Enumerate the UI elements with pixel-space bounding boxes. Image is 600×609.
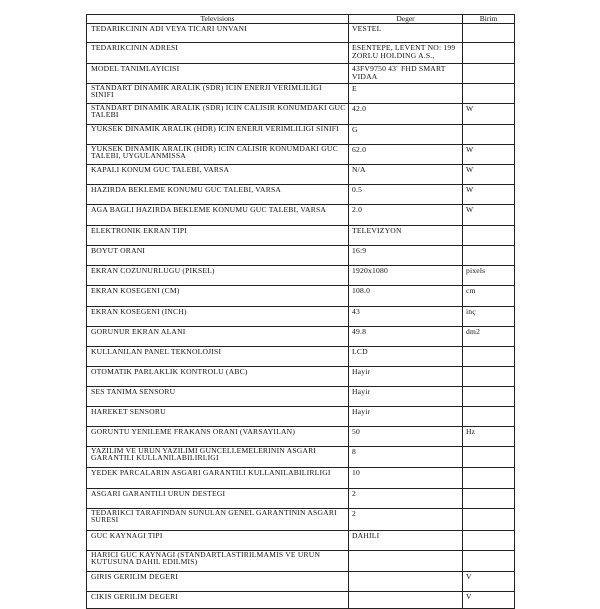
table-header-row xyxy=(87,15,515,24)
row-unit xyxy=(463,125,515,145)
table-row xyxy=(87,387,515,407)
row-value: 2 xyxy=(349,509,463,531)
row-unit: W xyxy=(463,165,515,185)
row-value xyxy=(349,572,463,592)
row-unit xyxy=(463,551,515,572)
row-value: 62.0 xyxy=(349,145,463,165)
row-label: EKRAN KOSEGENI (INCH) xyxy=(87,307,349,327)
table-row xyxy=(87,347,515,367)
row-unit: W xyxy=(463,104,515,125)
row-label: BOYUT ORANI xyxy=(87,246,349,266)
row-label: MODEL TANIMLAYICISI xyxy=(87,64,349,84)
table-row xyxy=(87,327,515,347)
row-value xyxy=(349,592,463,609)
row-unit xyxy=(463,367,515,387)
row-value: G xyxy=(349,125,463,145)
table-row xyxy=(87,531,515,551)
row-label: KAPALI KONUM GUC TALEBI, VARSA xyxy=(87,165,349,185)
row-label: SES TANIMA SENSORU xyxy=(87,387,349,407)
table-row xyxy=(87,64,515,84)
row-unit xyxy=(463,24,515,43)
table-row xyxy=(87,226,515,246)
table-row xyxy=(87,427,515,447)
row-value: 42.0 xyxy=(349,104,463,125)
row-label: ELEKTRONIK EKRAN TIPI xyxy=(87,226,349,246)
table-row xyxy=(87,43,515,64)
row-value: Hayir xyxy=(349,367,463,387)
row-value: 2 xyxy=(349,489,463,509)
table-row xyxy=(87,489,515,509)
row-label: CIKIS GERILIM DEGERI xyxy=(87,592,349,609)
row-label: YUKSEK DINAMIK ARALIK (HDR) ICIN ENERJI VERIMLILIGI SINIFI xyxy=(87,125,349,145)
row-label: EKRAN KOSEGENI (CM) xyxy=(87,286,349,307)
row-value: LCD xyxy=(349,347,463,367)
document-page xyxy=(86,14,514,609)
table-row xyxy=(87,572,515,592)
row-unit xyxy=(463,43,515,64)
table-row xyxy=(87,367,515,387)
table-row xyxy=(87,509,515,531)
row-unit xyxy=(463,407,515,427)
row-label: GUC KAYNAGI TIPI xyxy=(87,531,349,551)
header-televisions: Televisions xyxy=(87,15,349,24)
row-unit: cm xyxy=(463,286,515,307)
row-unit: Hz xyxy=(463,427,515,447)
row-label: HAZIRDA BEKLEME KONUMU GUC TALEBI, VARSA xyxy=(87,185,349,205)
row-label: YUKSEK DINAMIK ARALIK (HDR) ICIN CALISIR KONUMDAKI GUC TALEBI, UYGULANMISSA xyxy=(87,145,349,165)
row-label: STANDART DINAMIK ARALIK (SDR) ICIN ENERJI VERIMLILIGI SINIFI xyxy=(87,84,349,104)
row-unit: dm2 xyxy=(463,327,515,347)
row-unit: pixels xyxy=(463,266,515,286)
table-row xyxy=(87,266,515,286)
row-unit: V xyxy=(463,592,515,609)
row-unit xyxy=(463,531,515,551)
row-value: 10 xyxy=(349,468,463,489)
row-label: EKRAN COZUNURLUGU (PIKSEL) xyxy=(87,266,349,286)
row-value: 43FV9750 43¨ FHD SMART VIDAA xyxy=(349,64,463,84)
row-unit: W xyxy=(463,185,515,205)
row-unit xyxy=(463,84,515,104)
row-unit xyxy=(463,246,515,266)
table-row xyxy=(87,468,515,489)
row-value: 108.0 xyxy=(349,286,463,307)
table-row xyxy=(87,185,515,205)
row-value: Hayir xyxy=(349,407,463,427)
spec-table xyxy=(86,14,515,609)
row-unit xyxy=(463,64,515,84)
row-unit: inç xyxy=(463,307,515,327)
row-value: TELEVIZYON xyxy=(349,226,463,246)
row-value: 49.8 xyxy=(349,327,463,347)
row-unit xyxy=(463,226,515,246)
row-label: ASGARI GARANTILI URUN DESTEGI xyxy=(87,489,349,509)
row-value: 2.0 xyxy=(349,205,463,226)
row-unit xyxy=(463,387,515,407)
row-value: Hayir xyxy=(349,387,463,407)
row-label: YAZILIM VE URUN YAZILIMI GUNCELLEMELERININ ASGARI GARANTILI KULLANILABILIRLIGI xyxy=(87,447,349,468)
row-value: 50 xyxy=(349,427,463,447)
table-row xyxy=(87,84,515,104)
row-value: N/A xyxy=(349,165,463,185)
header-deger: Deger xyxy=(349,15,463,24)
table-row xyxy=(87,246,515,266)
row-label: OTOMATIK PARLAKLIK KONTROLU (ABC) xyxy=(87,367,349,387)
row-value: E xyxy=(349,84,463,104)
row-label: HAREKET SENSORU xyxy=(87,407,349,427)
table-row xyxy=(87,447,515,468)
table-row xyxy=(87,125,515,145)
row-label: TEDARIKCI TARAFINDAN SUNULAN GENEL GARANTININ ASGARI SURESI xyxy=(87,509,349,531)
table-row xyxy=(87,165,515,185)
row-value: 43 xyxy=(349,307,463,327)
row-label: STANDART DINAMIK ARALIK (SDR) ICIN CALISIR KONUMDAKI GUC TALEBI xyxy=(87,104,349,125)
table-row xyxy=(87,205,515,226)
row-unit xyxy=(463,447,515,468)
row-unit: W xyxy=(463,145,515,165)
row-value: VESTEL xyxy=(349,24,463,43)
row-label: GORUNTU YENILEME FRAKANS ORANI (VARSAYILAN) xyxy=(87,427,349,447)
row-unit: W xyxy=(463,205,515,226)
row-value: 1920x1080 xyxy=(349,266,463,286)
row-label: TEDARIKCININ ADRESI xyxy=(87,43,349,64)
row-value: 16:9 xyxy=(349,246,463,266)
row-value: 8 xyxy=(349,447,463,468)
row-label: HARICI GUC KAYNAGI (STANDARTLASTIRILMAMIS VE URUN KUTUSUNA DAHIL EDILMIS) xyxy=(87,551,349,572)
table-row xyxy=(87,592,515,609)
row-label: GIRIS GERILIM DEGERI xyxy=(87,572,349,592)
row-value: DAHILI xyxy=(349,531,463,551)
row-unit xyxy=(463,347,515,367)
row-unit xyxy=(463,509,515,531)
row-unit xyxy=(463,468,515,489)
row-unit: V xyxy=(463,572,515,592)
row-value xyxy=(349,551,463,572)
table-row xyxy=(87,407,515,427)
table-row xyxy=(87,145,515,165)
table-row xyxy=(87,286,515,307)
row-label: GORUNUR EKRAN ALANI xyxy=(87,327,349,347)
row-value: ESENTEPE, LEVENT NO: 199 ZORLU HOLDING A.S., xyxy=(349,43,463,64)
table-row xyxy=(87,104,515,125)
row-label: YEDEK PARCALARIN ASGARI GARANTILI KULLANILABILIRLIGI xyxy=(87,468,349,489)
table-row xyxy=(87,307,515,327)
header-birim: Birim xyxy=(463,15,515,24)
table-row xyxy=(87,24,515,43)
row-label: AGA BAGLI HAZIRDA BEKLEME KONUMU GUC TALEBI, VARSA xyxy=(87,205,349,226)
row-label: TEDARIKCININ ADI VEYA TICARI UNVANI xyxy=(87,24,349,43)
row-label: KULLANILAN PANEL TEKNOLOJISI xyxy=(87,347,349,367)
row-value: 0.5 xyxy=(349,185,463,205)
row-unit xyxy=(463,489,515,509)
table-row xyxy=(87,551,515,572)
